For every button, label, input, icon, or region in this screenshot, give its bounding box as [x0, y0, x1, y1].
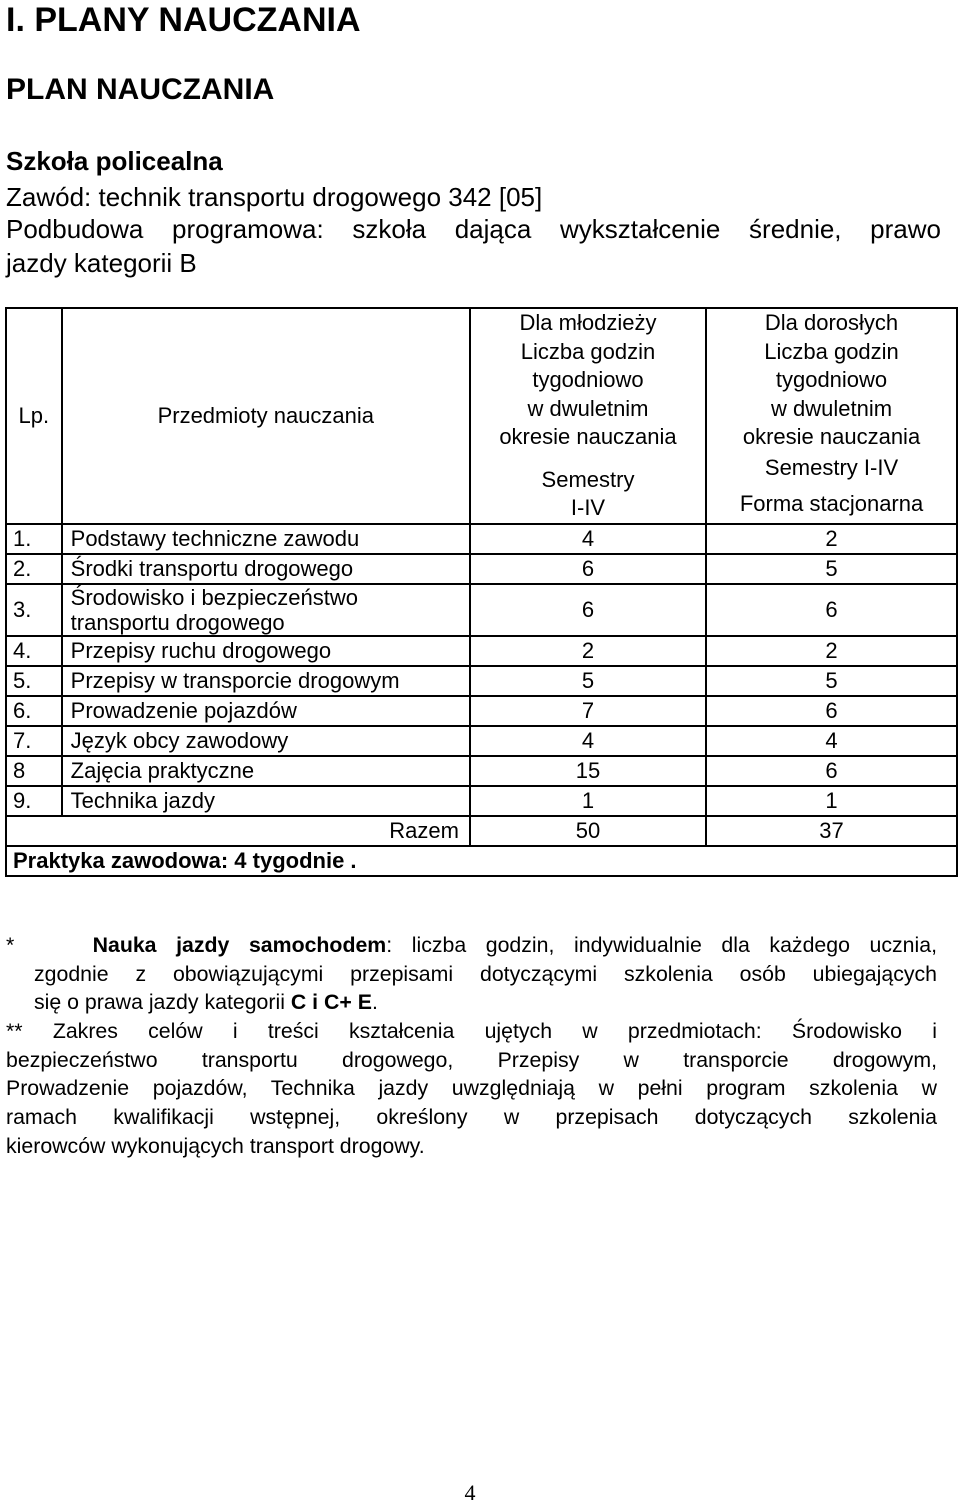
- row-adults-hours: 2: [706, 636, 957, 666]
- row-subject: Przepisy ruchu drogowego: [62, 636, 470, 666]
- row-youth-hours: 6: [470, 554, 706, 584]
- footnote-scope-line: Prowadzenie pojazdów, Technika jazdy uwzględniają w pełni program szkolenia w: [6, 1076, 937, 1101]
- row-adults-hours: 5: [706, 666, 957, 696]
- table-row: [6, 584, 957, 636]
- row-youth-hours: 5: [470, 666, 706, 696]
- header-youth: [470, 308, 706, 524]
- header-youth-line: okresie nauczania: [499, 424, 677, 449]
- table-row: [6, 786, 957, 816]
- header-youth-semesters: Semestry: [541, 466, 635, 492]
- footnote-scope: [6, 1017, 937, 1161]
- total-row: [6, 816, 957, 846]
- total-adults-hours: 37: [706, 816, 957, 846]
- profession-line: Zawód: technik transportu drogowego 342 [05]: [6, 182, 543, 212]
- row-youth-hours: 6: [470, 584, 706, 636]
- section-title: I. PLANY NAUCZANIA: [6, 1, 361, 39]
- header-adults: [706, 308, 957, 524]
- total-youth-hours: 50: [470, 816, 706, 846]
- practice-row: [6, 846, 957, 876]
- row-youth-hours: 4: [470, 524, 706, 554]
- footnote-scope-line: ramach kwalifikacji wstępnej, określony w przepisach dotyczących szkolenia: [6, 1105, 937, 1130]
- table-row: [6, 524, 957, 554]
- header-adults-line: tygodniowo: [775, 367, 888, 392]
- row-subject: [62, 584, 470, 636]
- header-adults-line: w dwuletnim: [771, 395, 893, 421]
- row-adults-hours: 1: [706, 786, 957, 816]
- header-youth-line: tygodniowo: [532, 367, 644, 392]
- practice-note: Praktyka zawodowa: 4 tygodnie .: [6, 846, 957, 876]
- header-adults-line: Dla dorosłych: [764, 310, 899, 335]
- row-lp: 8: [6, 756, 62, 786]
- row-subject: Prowadzenie pojazdów: [62, 696, 470, 726]
- row-subject-line: Środowisko i bezpieczeństwo: [70, 584, 359, 610]
- row-youth-hours: 7: [470, 696, 706, 726]
- header-adults-line: okresie nauczania: [742, 424, 921, 449]
- row-adults-hours: 6: [706, 584, 957, 636]
- row-subject-line: transportu drogowego: [70, 609, 285, 635]
- table-row: [6, 666, 957, 696]
- total-label: Razem: [6, 816, 470, 846]
- table-row: [6, 696, 957, 726]
- footnote-scope-line: kierowców wykonujących transport drogowy.: [6, 1133, 425, 1158]
- base-line-2: jazdy kategorii B: [6, 248, 197, 278]
- plan-title: PLAN NAUCZANIA: [6, 73, 275, 106]
- base-line-1: Podbudowa programowa: szkoła dająca wykształcenie średnie, prawo: [6, 214, 941, 244]
- row-lp: 1.: [6, 524, 62, 554]
- footnote-driving: [6, 931, 937, 1017]
- header-youth-line: w dwuletnim: [527, 395, 649, 421]
- table-row: [6, 636, 957, 666]
- row-lp: 6.: [6, 696, 62, 726]
- row-subject: Środki transportu drogowego: [62, 554, 470, 584]
- row-adults-hours: 2: [706, 524, 957, 554]
- school-type: Szkoła policealna: [6, 146, 223, 176]
- header-adults-form: Forma stacjonarna: [739, 491, 924, 516]
- footnote-star: *: [6, 933, 15, 957]
- table-row: [6, 726, 957, 756]
- footnote-driving-period: .: [371, 990, 378, 1015]
- row-adults-hours: 6: [706, 756, 957, 786]
- footnote-driving-text3: się o prawa jazdy kategorii: [34, 990, 291, 1015]
- row-subject: Zajęcia praktyczne: [62, 756, 470, 786]
- row-subject: Przepisy w transporcie drogowym: [62, 666, 470, 696]
- footnote-driving-bold: Nauka jazdy samochodem: [92, 933, 387, 957]
- row-lp: 7.: [6, 726, 62, 756]
- footnote-driving-line3: [6, 988, 937, 1017]
- header-subjects: Przedmioty nauczania: [62, 308, 470, 524]
- row-youth-hours: 1: [470, 786, 706, 816]
- footnote-scope-line: ** Zakres celów i treści kształcenia ujętych w przedmiotach: Środowisko i: [6, 1019, 937, 1043]
- row-youth-hours: 2: [470, 636, 706, 666]
- footnote-driving-categories: C i C+ E: [290, 990, 372, 1015]
- curriculum-table: [5, 307, 958, 877]
- row-lp: 4.: [6, 636, 62, 666]
- footnote-scope-line: bezpieczeństwo transportu drogowego, Przepisy w transporcie drogowym,: [6, 1047, 937, 1072]
- row-subject: Podstawy techniczne zawodu: [62, 524, 470, 554]
- row-lp: 3.: [6, 584, 62, 636]
- header-youth-line: Liczba godzin: [520, 338, 656, 364]
- footnote-driving-text: : liczba godzin, indywidualnie dla każdego ucznia,: [386, 933, 938, 957]
- row-subject: Język obcy zawodowy: [62, 726, 470, 756]
- header-youth-line: Dla młodzieży: [519, 310, 657, 335]
- table-row: [6, 756, 957, 786]
- row-youth-hours: 4: [470, 726, 706, 756]
- row-adults-hours: 4: [706, 726, 957, 756]
- row-lp: 9.: [6, 786, 62, 816]
- row-subject: Technika jazdy: [62, 786, 470, 816]
- header-adults-line: Liczba godzin: [764, 338, 899, 364]
- header-lp: Lp.: [6, 308, 62, 524]
- footnote-driving-line2: zgodnie z obowiązującymi przepisami dotyczącymi szkolenia osób ubiegających: [34, 961, 937, 986]
- row-youth-hours: 15: [470, 756, 706, 786]
- header-youth-semesters-range: I-IV: [570, 495, 606, 520]
- row-adults-hours: 6: [706, 696, 957, 726]
- header-adults-semesters: Semestry I-IV: [764, 454, 899, 480]
- row-lp: 2.: [6, 554, 62, 584]
- row-lp: 5.: [6, 666, 62, 696]
- page-number: 4: [464, 1480, 476, 1505]
- table-header-row: [6, 308, 957, 524]
- row-adults-hours: 5: [706, 554, 957, 584]
- table-row: [6, 554, 957, 584]
